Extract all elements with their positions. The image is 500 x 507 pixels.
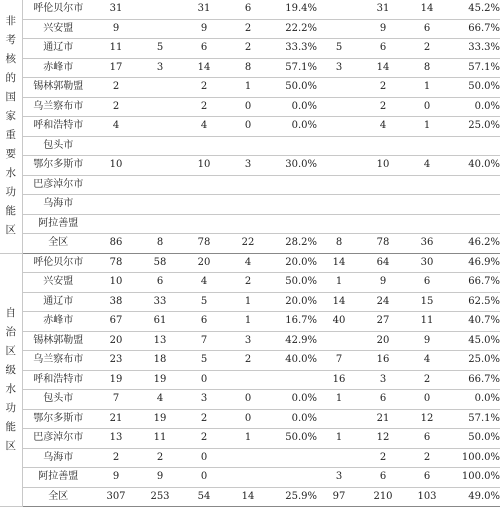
- value-cell: 31: [94, 0, 138, 19]
- region-cell: 包头市: [22, 390, 94, 410]
- value-cell: 33: [138, 292, 182, 312]
- value-cell: 30: [405, 253, 449, 273]
- value-cell: 58: [138, 253, 182, 273]
- value-cell: 3: [138, 58, 182, 78]
- value-cell: 2: [405, 39, 449, 59]
- value-cell: [317, 97, 361, 117]
- value-cell: 9: [94, 468, 138, 488]
- percent-cell: [449, 136, 500, 156]
- value-cell: 6: [226, 0, 270, 19]
- value-cell: 18: [138, 351, 182, 371]
- value-cell: 253: [138, 487, 182, 507]
- region-cell: 阿拉善盟: [22, 468, 94, 488]
- value-cell: [138, 214, 182, 234]
- value-cell: 7: [94, 390, 138, 410]
- value-cell: [317, 331, 361, 351]
- region-cell: 呼和浩特市: [22, 370, 94, 390]
- value-cell: [182, 175, 226, 195]
- table-total-row: [0, 487, 500, 507]
- value-cell: 19: [138, 409, 182, 429]
- value-cell: [317, 214, 361, 234]
- value-cell: 0: [182, 370, 226, 390]
- value-cell: 6: [182, 39, 226, 59]
- table-total-row: [0, 234, 500, 254]
- region-cell: 呼伦贝尔市: [22, 0, 94, 19]
- percent-cell: 40.0%: [449, 156, 500, 176]
- group-label: 自治区级水功能区: [5, 306, 16, 452]
- value-cell: 8: [138, 234, 182, 254]
- region-cell: 兴安盟: [22, 19, 94, 39]
- percent-cell: 25.9%: [270, 487, 317, 507]
- value-cell: 78: [94, 253, 138, 273]
- value-cell: 78: [361, 234, 405, 254]
- value-cell: 1: [317, 429, 361, 449]
- value-cell: 7: [182, 331, 226, 351]
- percent-cell: 45.2%: [449, 0, 500, 19]
- value-cell: 3: [317, 58, 361, 78]
- value-cell: [94, 195, 138, 215]
- value-cell: 4: [405, 156, 449, 176]
- value-cell: 1: [405, 78, 449, 98]
- percent-cell: 57.1%: [449, 58, 500, 78]
- table-row: [0, 448, 500, 468]
- value-cell: [138, 78, 182, 98]
- value-cell: 0: [226, 409, 270, 429]
- value-cell: [317, 117, 361, 137]
- percent-cell: 19.4%: [270, 0, 317, 19]
- percent-cell: [270, 136, 317, 156]
- value-cell: 1: [405, 117, 449, 137]
- value-cell: 2: [226, 273, 270, 293]
- table-row: [0, 429, 500, 449]
- value-cell: 0: [405, 97, 449, 117]
- value-cell: [226, 370, 270, 390]
- percent-cell: 100.0%: [449, 468, 500, 488]
- table-row: [0, 370, 500, 390]
- value-cell: 24: [361, 292, 405, 312]
- value-cell: 1: [226, 312, 270, 332]
- table-row: [0, 351, 500, 371]
- value-cell: 2: [226, 19, 270, 39]
- value-cell: [138, 175, 182, 195]
- value-cell: 0: [405, 390, 449, 410]
- value-cell: 3: [361, 370, 405, 390]
- table-row: [0, 175, 500, 195]
- value-cell: 16: [361, 351, 405, 371]
- percent-cell: 33.3%: [449, 39, 500, 59]
- region-cell: 锡林郭勒盟: [22, 78, 94, 98]
- value-cell: [317, 195, 361, 215]
- value-cell: 10: [182, 156, 226, 176]
- value-cell: 5: [138, 39, 182, 59]
- value-cell: 19: [138, 370, 182, 390]
- region-cell: 兴安盟: [22, 273, 94, 293]
- percent-cell: 50.0%: [270, 273, 317, 293]
- value-cell: [226, 214, 270, 234]
- percent-cell: [449, 214, 500, 234]
- table-row: [0, 136, 500, 156]
- value-cell: 9: [182, 19, 226, 39]
- percent-cell: 0.0%: [270, 390, 317, 410]
- percent-cell: 46.2%: [449, 234, 500, 254]
- percent-cell: 16.7%: [270, 312, 317, 332]
- value-cell: 10: [94, 273, 138, 293]
- percent-cell: 40.0%: [270, 351, 317, 371]
- value-cell: [226, 175, 270, 195]
- value-cell: 0: [182, 468, 226, 488]
- table-row: [0, 292, 500, 312]
- value-cell: [317, 136, 361, 156]
- value-cell: 36: [405, 234, 449, 254]
- percent-cell: [270, 448, 317, 468]
- table-row: [0, 273, 500, 293]
- value-cell: [94, 214, 138, 234]
- value-cell: 19: [94, 370, 138, 390]
- percent-cell: 0.0%: [270, 409, 317, 429]
- value-cell: 97: [317, 487, 361, 507]
- value-cell: 31: [361, 0, 405, 19]
- value-cell: 12: [361, 429, 405, 449]
- value-cell: [317, 0, 361, 19]
- region-cell: 乌兰察布市: [22, 97, 94, 117]
- table-row: [0, 0, 500, 19]
- region-cell: 鄂尔多斯市: [22, 409, 94, 429]
- value-cell: 14: [317, 292, 361, 312]
- value-cell: 2: [182, 429, 226, 449]
- percent-cell: 22.2%: [270, 19, 317, 39]
- value-cell: 2: [405, 448, 449, 468]
- value-cell: [405, 195, 449, 215]
- value-cell: 2: [182, 97, 226, 117]
- percent-cell: 0.0%: [270, 97, 317, 117]
- value-cell: [226, 195, 270, 215]
- value-cell: [138, 195, 182, 215]
- percent-cell: 30.0%: [270, 156, 317, 176]
- value-cell: 2: [226, 39, 270, 59]
- percent-cell: 46.9%: [449, 253, 500, 273]
- value-cell: [317, 448, 361, 468]
- value-cell: [226, 468, 270, 488]
- value-cell: 21: [361, 409, 405, 429]
- percent-cell: 25.0%: [449, 117, 500, 137]
- value-cell: [226, 448, 270, 468]
- percent-cell: 50.0%: [270, 78, 317, 98]
- value-cell: 4: [138, 390, 182, 410]
- value-cell: 2: [361, 448, 405, 468]
- value-cell: 7: [317, 351, 361, 371]
- value-cell: 6: [138, 273, 182, 293]
- value-cell: [138, 136, 182, 156]
- percent-cell: 45.0%: [449, 331, 500, 351]
- value-cell: 23: [94, 351, 138, 371]
- value-cell: 2: [182, 78, 226, 98]
- table-row: [0, 214, 500, 234]
- value-cell: 1: [226, 78, 270, 98]
- value-cell: 11: [138, 429, 182, 449]
- percent-cell: 66.7%: [449, 273, 500, 293]
- table-row: [0, 312, 500, 332]
- percent-cell: 42.9%: [270, 331, 317, 351]
- value-cell: 20: [361, 331, 405, 351]
- region-cell: 乌海市: [22, 448, 94, 468]
- value-cell: 11: [405, 312, 449, 332]
- value-cell: [182, 214, 226, 234]
- value-cell: 78: [182, 234, 226, 254]
- value-cell: [138, 19, 182, 39]
- table-row: [0, 97, 500, 117]
- value-cell: [317, 409, 361, 429]
- percent-cell: 33.3%: [270, 39, 317, 59]
- region-cell: 通辽市: [22, 292, 94, 312]
- value-cell: 5: [317, 39, 361, 59]
- value-cell: [94, 136, 138, 156]
- value-cell: 1: [317, 273, 361, 293]
- value-cell: 1: [226, 292, 270, 312]
- table-row: [0, 331, 500, 351]
- group-label-cell: [0, 0, 22, 253]
- value-cell: [405, 136, 449, 156]
- table-row: [0, 156, 500, 176]
- value-cell: 6: [182, 312, 226, 332]
- percent-cell: [270, 214, 317, 234]
- percent-cell: [270, 175, 317, 195]
- table-row: [0, 195, 500, 215]
- region-cell: 呼伦贝尔市: [22, 253, 94, 273]
- value-cell: 2: [182, 409, 226, 429]
- percent-cell: [270, 370, 317, 390]
- value-cell: 38: [94, 292, 138, 312]
- region-cell: 全区: [22, 234, 94, 254]
- value-cell: 4: [182, 117, 226, 137]
- percent-cell: 25.0%: [449, 351, 500, 371]
- region-cell: 包头市: [22, 136, 94, 156]
- percent-cell: 100.0%: [449, 448, 500, 468]
- table-row: [0, 39, 500, 59]
- value-cell: [317, 175, 361, 195]
- region-cell: 锡林郭勒盟: [22, 331, 94, 351]
- value-cell: 6: [405, 273, 449, 293]
- value-cell: 3: [226, 331, 270, 351]
- value-cell: 10: [94, 156, 138, 176]
- value-cell: 20: [182, 253, 226, 273]
- region-cell: 赤峰市: [22, 58, 94, 78]
- value-cell: 8: [317, 234, 361, 254]
- value-cell: [361, 214, 405, 234]
- value-cell: 2: [138, 448, 182, 468]
- value-cell: 1: [226, 429, 270, 449]
- value-cell: [182, 136, 226, 156]
- value-cell: 86: [94, 234, 138, 254]
- value-cell: 0: [182, 448, 226, 468]
- value-cell: 2: [94, 97, 138, 117]
- value-cell: [317, 156, 361, 176]
- value-cell: 11: [94, 39, 138, 59]
- value-cell: 4: [182, 273, 226, 293]
- value-cell: 40: [317, 312, 361, 332]
- value-cell: 21: [94, 409, 138, 429]
- value-cell: [405, 175, 449, 195]
- percent-cell: 28.2%: [270, 234, 317, 254]
- value-cell: 14: [317, 253, 361, 273]
- value-cell: 6: [405, 468, 449, 488]
- value-cell: [361, 175, 405, 195]
- value-cell: 15: [405, 292, 449, 312]
- value-cell: 1: [317, 390, 361, 410]
- region-cell: 赤峰市: [22, 312, 94, 332]
- value-cell: 2: [226, 351, 270, 371]
- value-cell: 14: [405, 0, 449, 19]
- value-cell: [182, 195, 226, 215]
- value-cell: [317, 78, 361, 98]
- value-cell: 6: [361, 390, 405, 410]
- value-cell: [405, 214, 449, 234]
- value-cell: 4: [94, 117, 138, 137]
- percent-cell: 66.7%: [449, 19, 500, 39]
- region-cell: 呼和浩特市: [22, 117, 94, 137]
- region-cell: 鄂尔多斯市: [22, 156, 94, 176]
- table-row: [0, 409, 500, 429]
- percent-cell: 62.5%: [449, 292, 500, 312]
- value-cell: 2: [94, 78, 138, 98]
- value-cell: 9: [405, 331, 449, 351]
- value-cell: 5: [182, 292, 226, 312]
- percent-cell: 57.1%: [270, 58, 317, 78]
- value-cell: [138, 0, 182, 19]
- value-cell: 8: [226, 58, 270, 78]
- value-cell: 67: [94, 312, 138, 332]
- percent-cell: 49.0%: [449, 487, 500, 507]
- percent-cell: 40.7%: [449, 312, 500, 332]
- region-cell: 乌兰察布市: [22, 351, 94, 371]
- percent-cell: [449, 175, 500, 195]
- value-cell: 4: [361, 117, 405, 137]
- value-cell: 14: [182, 58, 226, 78]
- percent-cell: 50.0%: [270, 429, 317, 449]
- value-cell: 2: [361, 78, 405, 98]
- percent-cell: 0.0%: [449, 390, 500, 410]
- percent-cell: [449, 195, 500, 215]
- percent-cell: [270, 468, 317, 488]
- percent-cell: 66.7%: [449, 370, 500, 390]
- value-cell: [361, 195, 405, 215]
- region-cell: 巴彦淖尔市: [22, 175, 94, 195]
- value-cell: 307: [94, 487, 138, 507]
- table-row: [0, 390, 500, 410]
- value-cell: 6: [405, 19, 449, 39]
- percent-cell: 50.0%: [449, 429, 500, 449]
- value-cell: 8: [405, 58, 449, 78]
- value-cell: [317, 19, 361, 39]
- value-cell: 14: [226, 487, 270, 507]
- value-cell: 9: [361, 19, 405, 39]
- percent-cell: 0.0%: [449, 97, 500, 117]
- region-cell: 阿拉善盟: [22, 214, 94, 234]
- value-cell: 4: [405, 351, 449, 371]
- region-cell: 巴彦淖尔市: [22, 429, 94, 449]
- value-cell: 6: [361, 39, 405, 59]
- value-cell: 9: [94, 19, 138, 39]
- value-cell: 31: [182, 0, 226, 19]
- value-cell: 61: [138, 312, 182, 332]
- value-cell: 3: [182, 390, 226, 410]
- value-cell: 210: [361, 487, 405, 507]
- value-cell: 0: [226, 390, 270, 410]
- value-cell: [138, 117, 182, 137]
- table-row: [0, 78, 500, 98]
- value-cell: [138, 156, 182, 176]
- group-label-cell: [0, 253, 22, 507]
- percent-cell: 20.0%: [270, 292, 317, 312]
- table-row: [0, 19, 500, 39]
- value-cell: 16: [317, 370, 361, 390]
- value-cell: 54: [182, 487, 226, 507]
- value-cell: 17: [94, 58, 138, 78]
- value-cell: 22: [226, 234, 270, 254]
- value-cell: 20: [94, 331, 138, 351]
- value-cell: 27: [361, 312, 405, 332]
- percent-cell: 50.0%: [449, 78, 500, 98]
- value-cell: [361, 136, 405, 156]
- value-cell: 13: [138, 331, 182, 351]
- value-cell: 0: [226, 97, 270, 117]
- value-cell: 2: [361, 97, 405, 117]
- value-cell: 3: [317, 468, 361, 488]
- percent-cell: 0.0%: [270, 117, 317, 137]
- value-cell: 12: [405, 409, 449, 429]
- value-cell: 103: [405, 487, 449, 507]
- value-cell: [94, 175, 138, 195]
- table-row: [0, 58, 500, 78]
- table-row: [0, 117, 500, 137]
- region-cell: 全区: [22, 487, 94, 507]
- value-cell: 6: [405, 429, 449, 449]
- group-label: 非考核的国家重要水功能区: [5, 15, 16, 237]
- value-cell: 5: [182, 351, 226, 371]
- value-cell: 2: [405, 370, 449, 390]
- table-row: [0, 253, 500, 273]
- value-cell: [226, 136, 270, 156]
- value-cell: 64: [361, 253, 405, 273]
- percent-cell: 57.1%: [449, 409, 500, 429]
- value-cell: 6: [361, 468, 405, 488]
- value-cell: 9: [361, 273, 405, 293]
- value-cell: 2: [94, 448, 138, 468]
- value-cell: 10: [361, 156, 405, 176]
- value-cell: 4: [226, 253, 270, 273]
- value-cell: 3: [226, 156, 270, 176]
- value-cell: 13: [94, 429, 138, 449]
- region-cell: 通辽市: [22, 39, 94, 59]
- percent-cell: 20.0%: [270, 253, 317, 273]
- value-cell: 9: [138, 468, 182, 488]
- value-cell: [138, 97, 182, 117]
- percent-cell: [270, 195, 317, 215]
- value-cell: 0: [226, 117, 270, 137]
- table-row: [0, 468, 500, 488]
- region-cell: 乌海市: [22, 195, 94, 215]
- value-cell: 14: [361, 58, 405, 78]
